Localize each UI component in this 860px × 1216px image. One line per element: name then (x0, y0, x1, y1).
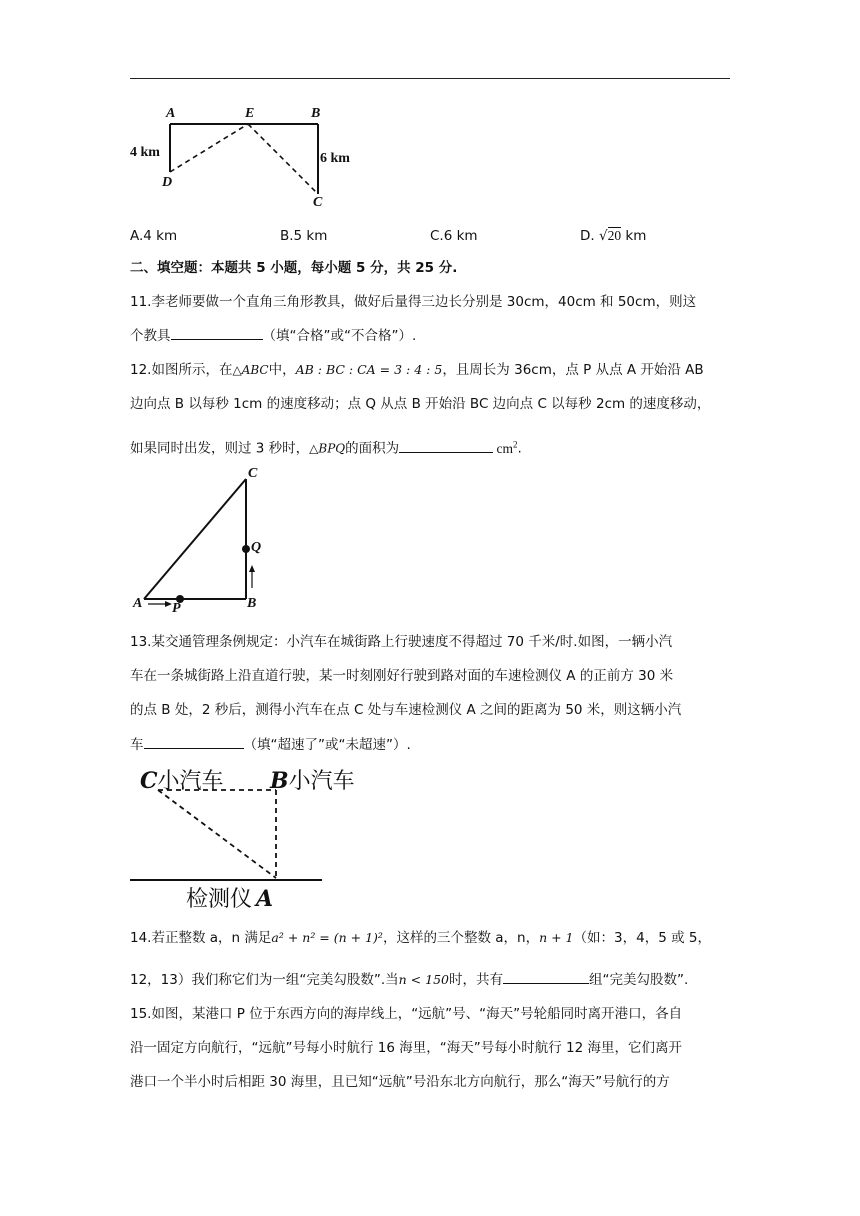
option-d-label: D. (580, 228, 595, 244)
q13-line1: 13.某交通管理条例规定：小汽车在城街路上行驶速度不得超过 70 千米/时.如图，一辆小汽 (130, 634, 673, 650)
detector-label (186, 882, 273, 913)
car-c-text: 小汽车 (157, 768, 224, 793)
detector-text: 检测仪 (186, 886, 253, 911)
q12-text-b: 中， (268, 362, 296, 378)
q14-text-c: （如：3，4，5 或 5， (573, 930, 711, 946)
q12-ratio: AB : BC : CA = 3 : 4 : 5 (295, 362, 443, 377)
q14-line2 (130, 968, 688, 990)
point-label-e: E (245, 106, 255, 121)
point-label-q: Q (251, 540, 262, 555)
section2-header: 二、填空题：本题共 5 小题，每小题 5 分，共 25 分. (130, 260, 458, 276)
point-label-a: A (166, 106, 176, 121)
q14-text-a: 14.若正整数 a，n 满足 (130, 930, 272, 946)
car-b-text: 小汽车 (288, 768, 355, 793)
option-d-unit: km (625, 228, 647, 244)
q13-text-post: （填“超速了”或“未超速”）. (243, 737, 411, 753)
q14-text-2c: 组“完美勾股数”. (588, 972, 689, 988)
point-label-p: P (172, 601, 181, 616)
q14-text-2b: 时，共有 (448, 972, 503, 988)
q15-line2: 沿一固定方向航行，“远航”号每小时航行 16 海里，“海天”号每小时航行 12 海里，它们离开 (130, 1040, 682, 1056)
car-b-letter: B (270, 768, 289, 794)
dimension-4km: 4 km (130, 145, 160, 160)
point-label-b: B (311, 106, 321, 121)
q12-line2: 边向点 B 以每秒 1cm 的速度移动；点 Q 从点 B 开始沿 BC 边向点 C 以每秒 2cm 的速度移动， (130, 396, 711, 412)
q14-condition: n < 150 (398, 972, 449, 987)
point-label-a2: A (133, 596, 143, 611)
sqrt-symbol: √ (598, 228, 608, 244)
q12-text-3a: 如果同时出发，则过 3 秒时， (130, 440, 310, 457)
q13-text-pre: 车 (130, 737, 144, 753)
q15-line1: 15.如图，某港口 P 位于东西方向的海岸线上，“远航”号、“海天”号轮船同时离开港口，各自 (130, 1006, 683, 1022)
car-b-label (270, 764, 355, 795)
q14-answer-blank[interactable] (503, 968, 589, 984)
point-label-b2: B (247, 596, 257, 611)
q12-text-c: ，且周长为 36cm，点 P 从点 A 开始沿 AB (442, 362, 704, 378)
q11-text-pre: 个教具 (130, 328, 171, 344)
sqrt-radicand: 20 (607, 228, 622, 243)
point-label-c: C (313, 195, 323, 210)
q12-end: . (517, 440, 522, 457)
q14-n-plus-1: n + 1 (539, 930, 574, 945)
q11-text-post: （填“合格”或“不合格”）. (262, 328, 417, 344)
triangle-abc: △ABC (232, 363, 269, 377)
option-b[interactable]: B.5 km (280, 228, 328, 244)
unit-exponent: 2 (513, 439, 518, 449)
q14-text-2a: 12，13）我们称它们为一组“完美勾股数”.当 (130, 972, 399, 988)
triangle-bpq: △BPQ (309, 441, 346, 456)
q15-line3: 港口一个半小时后相距 30 海里，且已知“远航”号沿东北方向航行，那么“海天”号航行的方 (130, 1074, 670, 1090)
car-c-label (140, 764, 224, 795)
q11-line1: 11.李老师要做一个直角三角形教具，做好后量得三边长分别是 30cm，40cm 和 50cm，则这 (130, 294, 697, 310)
option-a[interactable]: A.4 km (130, 228, 178, 244)
q13-line3: 的点 B 处，2 秒后，测得小汽车在点 C 处与车速检测仪 A 之间的距离为 50 米，则这辆小汽 (130, 702, 682, 718)
q12-text-3b: 的面积为 (345, 440, 400, 457)
point-label-c2: C (248, 466, 258, 481)
q14-line1 (130, 928, 711, 948)
q13-line2: 车在一条城街路上沿直道行驶，某一时刻刚好行驶到路对面的车速检测仪 A 的正前方 30 米 (130, 668, 674, 684)
point-label-d: D (162, 175, 173, 190)
car-c-letter: C (140, 768, 158, 794)
detector-letter: A (256, 886, 274, 912)
q12-text-a: 12.如图所示，在 (130, 362, 233, 378)
dimension-6km: 6 km (320, 151, 350, 166)
unit-base: cm (496, 440, 514, 456)
q14-equation: a² + n² = (n + 1)² (271, 930, 383, 945)
q14-text-b: ，这样的三个整数 a，n， (382, 930, 540, 946)
option-c[interactable]: C.6 km (430, 228, 478, 244)
